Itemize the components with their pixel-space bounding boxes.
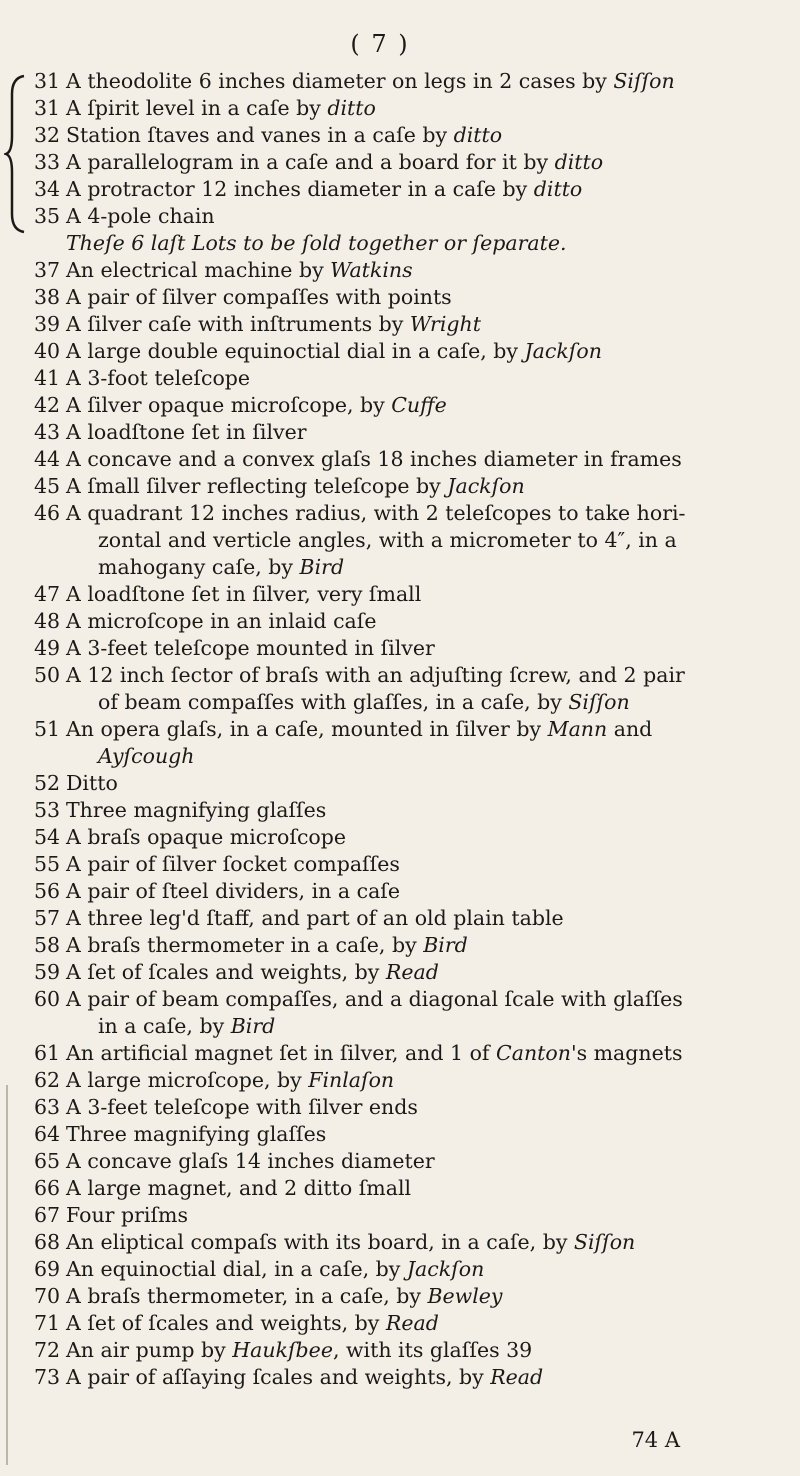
- lot-number: 53: [34, 798, 61, 822]
- lot-entry: [34, 1283, 774, 1310]
- lot-text: A large microſcope, by: [66, 1068, 309, 1092]
- lot-text: A pair of ſilver ſocket compaſſes: [66, 852, 400, 876]
- page-number: ( 7 ): [350, 30, 410, 58]
- lot-entry: [34, 149, 774, 176]
- lot-number: 68: [34, 1230, 61, 1254]
- lot-entry: [34, 878, 774, 905]
- lot-number: 31: [34, 69, 61, 93]
- lot-number: 64: [34, 1122, 61, 1146]
- lot-entry: [34, 311, 774, 338]
- lot-entry: [34, 203, 774, 230]
- maker-name: Cuffe: [391, 393, 447, 417]
- lot-number: 70: [34, 1284, 61, 1308]
- lot-number: 35: [34, 204, 61, 228]
- lot-description: [66, 176, 774, 203]
- lot-description: [66, 1364, 774, 1391]
- lot-entry: [34, 122, 774, 149]
- lot-entry: [34, 608, 774, 635]
- maker-name: Bird: [423, 933, 468, 957]
- lot-description: [66, 1148, 774, 1175]
- lot-text: An opera glaſs, in a caſe, mounted in ſilver by: [66, 717, 548, 741]
- maker-name: ditto: [453, 123, 503, 147]
- lot-text: A 3-foot teleſcope: [66, 366, 251, 390]
- lot-number: 42: [34, 393, 61, 417]
- lot-number: 63: [34, 1095, 61, 1119]
- lot-entry: [34, 716, 774, 770]
- lot-entry: [34, 446, 774, 473]
- lot-text: A three leg'd ſtaff, and part of an old plain table: [66, 906, 564, 930]
- lot-description: [66, 1202, 774, 1229]
- lot-description: [66, 311, 774, 338]
- lot-description: [66, 68, 774, 95]
- lot-description: [66, 1229, 774, 1256]
- maker-name: ditto: [554, 150, 604, 174]
- maker-name: Ayſcough: [98, 744, 195, 768]
- lot-description: [66, 635, 774, 662]
- lot-description: [66, 905, 774, 932]
- lot-entry: [34, 1067, 774, 1094]
- lot-entry: [34, 932, 774, 959]
- lot-entry: [34, 1256, 774, 1283]
- lot-text: An artificial magnet ſet in ſilver, and 1 of: [66, 1041, 497, 1065]
- lot-text: A braſs opaque microſcope: [66, 825, 347, 849]
- lot-text: An electrical machine by: [66, 258, 331, 282]
- maker-name: Watkins: [330, 258, 413, 282]
- lot-number: 49: [34, 636, 61, 660]
- lot-text: A quadrant 12 inches radius, with 2 teleſcopes to take hori-: [66, 501, 686, 525]
- lot-number: 61: [34, 1041, 61, 1065]
- lot-description: [66, 284, 774, 311]
- lot-number: 55: [34, 852, 61, 876]
- maker-name: Siſſon: [613, 69, 675, 93]
- lot-text: A ſpirit level in a caſe by: [66, 96, 328, 120]
- maker-name: Bewley: [427, 1284, 503, 1308]
- lot-number: 72: [34, 1338, 61, 1362]
- lot-entry: [34, 851, 774, 878]
- lot-entry: [34, 1148, 774, 1175]
- lot-number: 59: [34, 960, 61, 984]
- lot-text: 's magnets: [570, 1041, 683, 1065]
- lot-text: A pair of aſſaying ſcales and weights, by: [66, 1365, 491, 1389]
- lot-description: [66, 1337, 774, 1364]
- maker-name: Haukſbee: [232, 1338, 333, 1362]
- lot-description: [66, 716, 774, 770]
- lot-description: [66, 1094, 774, 1121]
- lot-description: [66, 365, 774, 392]
- lot-description: [66, 878, 774, 905]
- lot-text: A protractor 12 inches diameter in a caſe by: [66, 177, 534, 201]
- lot-entry: [34, 1202, 774, 1229]
- lot-text: of beam compaſſes with glaſſes, in a caſe, by: [98, 690, 569, 714]
- lot-text: A 3-feet teleſcope with ſilver ends: [66, 1095, 418, 1119]
- lot-text: A 4-pole chain: [66, 204, 215, 228]
- lot-number: 37: [34, 258, 61, 282]
- lot-number: 46: [34, 501, 61, 525]
- lot-text: An eliptical compaſs with its board, in a caſe, by: [66, 1230, 574, 1254]
- lot-description: [66, 1040, 774, 1067]
- maker-name: Jackſon: [524, 339, 602, 363]
- lot-number: 51: [34, 717, 61, 741]
- lot-text: A pair of beam compaſſes, and a diagonal ſcale with glaſſes: [66, 987, 683, 1011]
- lot-entry: [34, 1175, 774, 1202]
- lot-continuation: [66, 1013, 774, 1040]
- maker-name: Read: [490, 1365, 544, 1389]
- maker-name: Read: [385, 960, 439, 984]
- lot-number: 71: [34, 1311, 61, 1335]
- lot-description: [66, 932, 774, 959]
- lot-number: 54: [34, 825, 61, 849]
- lot-text: A loadſtone ſet in ſilver, very ſmall: [66, 582, 422, 606]
- maker-name: ditto: [533, 177, 583, 201]
- lot-entry: [34, 905, 774, 932]
- lot-number: 39: [34, 312, 61, 336]
- lot-text: A ſilver opaque microſcope, by: [66, 393, 392, 417]
- lot-group-brace-icon: [4, 74, 26, 234]
- lot-description: [66, 1067, 774, 1094]
- lot-entry: [34, 500, 774, 581]
- lot-entry: [34, 176, 774, 203]
- lot-text: Station ſtaves and vanes in a caſe by: [66, 123, 454, 147]
- lot-text: Three magnifying glaſſes: [66, 1122, 327, 1146]
- lot-description: [66, 959, 774, 986]
- lot-number: 41: [34, 366, 61, 390]
- lot-number: 33: [34, 150, 61, 174]
- lot-text: A concave glaſs 14 inches diameter: [66, 1149, 435, 1173]
- lot-description: [66, 1310, 774, 1337]
- lot-continuation: [66, 689, 774, 716]
- lot-number: 52: [34, 771, 61, 795]
- lot-number: 58: [34, 933, 61, 957]
- lot-text: A microſcope in an inlaid caſe: [66, 609, 377, 633]
- lot-number: 73: [34, 1365, 61, 1389]
- lot-description: [66, 1283, 774, 1310]
- lot-text: A large magnet, and 2 ditto ſmall: [66, 1176, 412, 1200]
- maker-name: Finlaſon: [308, 1068, 395, 1092]
- lot-number: 62: [34, 1068, 61, 1092]
- lot-entry: [34, 284, 774, 311]
- lot-entry: [34, 1337, 774, 1364]
- lot-description: [66, 986, 774, 1040]
- lot-number: 60: [34, 987, 61, 1011]
- lot-text: An air pump by: [66, 1338, 233, 1362]
- lot-description: [66, 1175, 774, 1202]
- maker-name: Siſſon: [573, 1230, 636, 1254]
- lot-text: A ſet of ſcales and weights, by: [66, 1311, 386, 1335]
- maker-name: Jackſon: [406, 1257, 485, 1281]
- lot-text: A large double equinoctial dial in a caſe, by: [66, 339, 525, 363]
- lot-entry: [34, 1094, 774, 1121]
- maker-name: Jackſon: [447, 474, 525, 498]
- lot-text: A pair of ſilver compaſſes with points: [66, 285, 452, 309]
- lot-entry: [34, 959, 774, 986]
- lot-entry: [34, 473, 774, 500]
- lot-entry: [34, 338, 774, 365]
- lot-description: [66, 797, 774, 824]
- lot-entry: [34, 95, 774, 122]
- lot-continuation: [66, 743, 774, 770]
- lot-number: 69: [34, 1257, 61, 1281]
- lot-entry: [34, 392, 774, 419]
- lot-description: [66, 581, 774, 608]
- lot-description: [66, 122, 774, 149]
- lot-description: [66, 824, 774, 851]
- lot-text: A concave and a convex glaſs 18 inches diameter in frames: [66, 447, 682, 471]
- lot-description: [66, 257, 774, 284]
- lot-number: 32: [34, 123, 61, 147]
- lot-description: [66, 149, 774, 176]
- lot-entry: [34, 770, 774, 797]
- maker-name: ditto: [327, 96, 376, 120]
- maker-name: Wright: [409, 312, 481, 336]
- lot-number: 57: [34, 906, 61, 930]
- lot-list: [34, 68, 774, 1391]
- lot-text: A theodolite 6 inches diameter on legs in 2 cases by: [66, 69, 614, 93]
- lot-text: A parallelogram in a caſe and a board for it by: [66, 150, 555, 174]
- maker-name: Canton: [496, 1041, 571, 1065]
- lot-text: A braſs thermometer, in a caſe, by: [66, 1284, 428, 1308]
- lot-description: [66, 392, 774, 419]
- lot-entry: [34, 1229, 774, 1256]
- lot-entry: [34, 581, 774, 608]
- lot-text: and: [607, 717, 653, 741]
- lot-text: A ſet of ſcales and weights, by: [66, 960, 386, 984]
- lot-text: Ditto: [66, 771, 118, 795]
- lot-entry: [34, 365, 774, 392]
- lot-number: 65: [34, 1149, 61, 1173]
- maker-name: Mann: [547, 717, 608, 741]
- lot-text: A pair of ſteel dividers, in a caſe: [66, 879, 401, 903]
- lot-text: , with its glaſſes 39: [332, 1338, 533, 1362]
- lot-entry: [34, 986, 774, 1040]
- lot-entry: [34, 824, 774, 851]
- lot-description: [66, 851, 774, 878]
- maker-name: Bird: [230, 1014, 276, 1038]
- lot-text: A braſs thermometer in a caſe, by: [66, 933, 424, 957]
- lot-number: 66: [34, 1176, 61, 1200]
- lot-text: Four priſms: [66, 1203, 188, 1227]
- lot-description: [66, 203, 774, 230]
- lot-entry: [34, 1121, 774, 1148]
- lot-description: [66, 1256, 774, 1283]
- lot-number: 34: [34, 177, 61, 201]
- lot-text: A loadſtone ſet in ſilver: [66, 420, 307, 444]
- lot-description: [66, 446, 774, 473]
- lot-number: 67: [34, 1203, 61, 1227]
- page-edge-shadow: [6, 1085, 14, 1465]
- lot-description: [66, 419, 774, 446]
- lot-description: [66, 338, 774, 365]
- lot-continuation: [66, 527, 774, 581]
- lot-text: in a caſe, by: [98, 1014, 231, 1038]
- lot-description: [66, 1121, 774, 1148]
- lot-entry: [34, 635, 774, 662]
- lot-entry: [34, 1040, 774, 1067]
- lot-entry: [34, 419, 774, 446]
- lot-number: 43: [34, 420, 61, 444]
- maker-name: Read: [385, 1311, 439, 1335]
- lot-group-note: Theſe 6 laſt Lots to be ſold together or ſeparate.: [66, 231, 567, 255]
- lot-number: 56: [34, 879, 61, 903]
- catchword: 74 A: [631, 1428, 680, 1452]
- lot-text: A ſilver caſe with inſtruments by: [66, 312, 410, 336]
- lot-description: [66, 770, 774, 797]
- lot-number: 38: [34, 285, 61, 309]
- lot-entry: [34, 1364, 774, 1391]
- lot-description: [66, 500, 774, 581]
- lot-number: 50: [34, 663, 61, 687]
- lot-description: [66, 95, 774, 122]
- lot-description: [66, 473, 774, 500]
- lot-text: An equinoctial dial, in a caſe, by: [66, 1257, 407, 1281]
- lot-entry: [34, 797, 774, 824]
- maker-name: Bird: [299, 555, 345, 579]
- lot-number: 45: [34, 474, 61, 498]
- lot-description: [66, 662, 774, 716]
- lot-number: 31: [34, 96, 61, 120]
- lot-entry: [34, 1310, 774, 1337]
- lot-entry: [34, 68, 774, 95]
- lot-number: 47: [34, 582, 61, 606]
- lot-text: A 12 inch ſector of braſs with an adjuſting ſcrew, and 2 pair: [66, 663, 685, 687]
- lot-text: A 3-feet teleſcope mounted in ſilver: [66, 636, 435, 660]
- lot-number: 44: [34, 447, 61, 471]
- lot-description: [66, 608, 774, 635]
- lot-entry: [34, 662, 774, 716]
- lot-entry: [34, 257, 774, 284]
- lot-number: 48: [34, 609, 61, 633]
- lot-text: Three magnifying glaſſes: [66, 798, 327, 822]
- lot-text: zontal and verticle angles, with a micrometer to 4″, in a mahogany caſe, by: [98, 528, 677, 579]
- lot-number: 40: [34, 339, 61, 363]
- lot-text: A ſmall ſilver reflecting teleſcope by: [66, 474, 448, 498]
- maker-name: Siſſon: [568, 690, 630, 714]
